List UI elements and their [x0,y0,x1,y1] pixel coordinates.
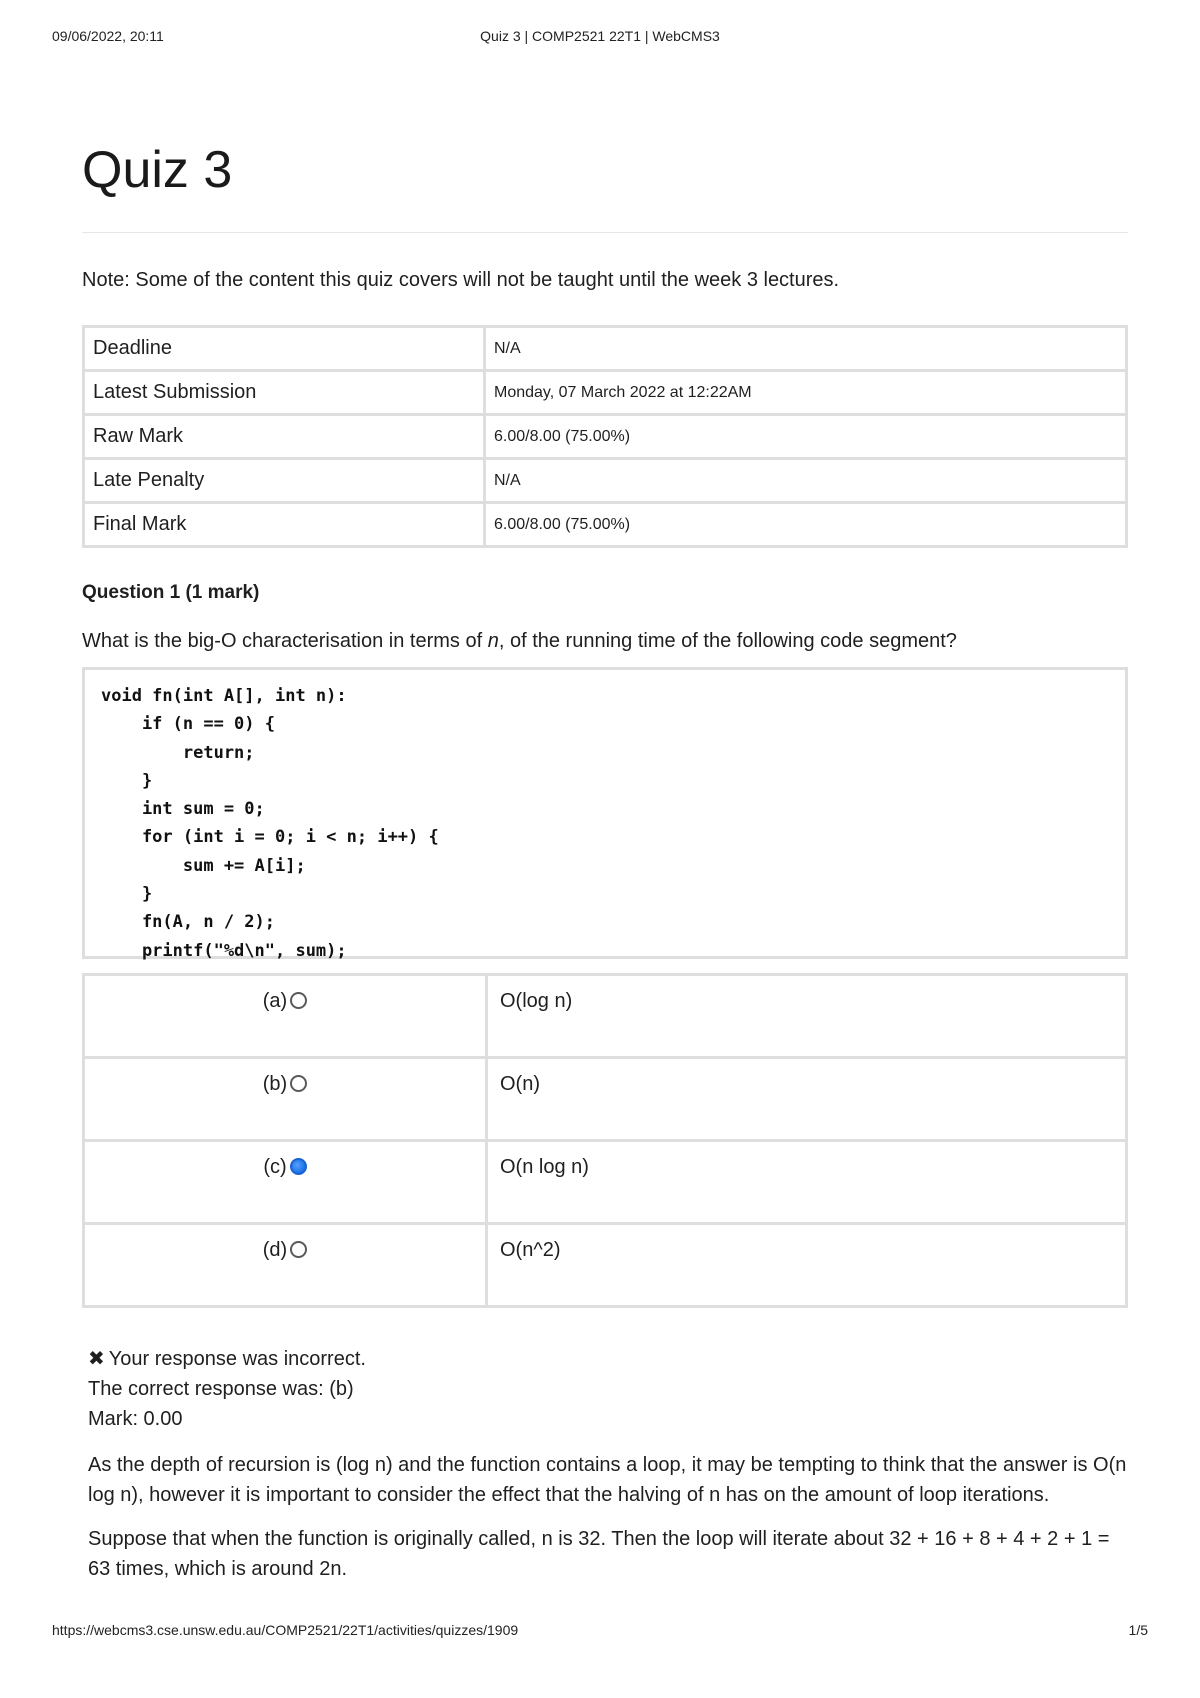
option-row-a[interactable] [84,975,1127,1058]
main-content [82,140,1128,1598]
explanation-paragraph: Suppose that when the function is originally called, n is 32. Then the loop will iterate about 32 + 16 + 8 + 4 + 2 + 1 = 63 times, which is around 2n. [88,1528,1110,1580]
code-segment: void fn(int A[], int n): if (n == 0) { return; } int sum = 0; for (int i = 0; i < n; i++) { sum += A[i]; } fn(A, n / 2); printf("%d\n", sum); [101,686,439,961]
info-row-raw-mark [84,415,1127,459]
feedback-result: Your response was incorrect. [108,1348,366,1370]
page-number: 1/5 [1128,1622,1148,1638]
radio-button[interactable] [290,1075,307,1092]
submission-info-table [82,325,1128,548]
info-row-deadline [84,327,1127,371]
option-text: O(log n) [487,975,1127,1058]
answer-options [82,973,1128,1308]
option-choice[interactable] [84,975,487,1058]
feedback-result-row [88,1344,1128,1374]
print-page-title: Quiz 3 | COMP2521 22T1 | WebCMS3 [480,28,720,44]
info-label: Final Mark [84,503,485,547]
question-text-after: , of the running time of the following code segment? [498,630,957,652]
feedback-correct: The correct response was: (b) [88,1378,354,1400]
radio-button-selected[interactable] [290,1158,307,1175]
option-row-d[interactable] [84,1224,1127,1307]
option-choice[interactable] [84,1141,487,1224]
option-label: (b) [262,1073,288,1095]
explanation-paragraph: As the depth of recursion is (log n) and the function contains a loop, it may be tempting to think that the answer is O(n log n), however it is important to consider the effect that the halving of n has on the amount of loop iterations. [88,1454,1127,1506]
question-heading: Question 1 (1 mark) [82,582,260,603]
info-label: Late Penalty [84,459,485,503]
option-row-b[interactable] [84,1058,1127,1141]
code-block [82,667,1128,959]
info-row-final-mark [84,503,1127,547]
radio-button[interactable] [290,992,307,1009]
question-text [82,630,1128,653]
info-label: Latest Submission [84,371,485,415]
option-text: O(n log n) [487,1141,1127,1224]
info-value: 6.00/8.00 (75.00%) [485,415,1127,459]
page-title: Quiz 3 [82,141,233,199]
option-choice[interactable] [84,1058,487,1141]
question-variable: n [487,630,499,652]
option-row-c[interactable] [84,1141,1127,1224]
option-label: (d) [262,1239,288,1261]
option-text: O(n^2) [487,1224,1127,1307]
option-label: (c) [263,1156,287,1178]
info-value: N/A [485,327,1127,371]
info-row-latest-submission [84,371,1127,415]
question-text-before: What is the big-O characterisation in terms of [82,630,488,652]
print-url: https://webcms3.cse.unsw.edu.au/COMP2521/22T1/activities/quizzes/1909 [52,1622,519,1638]
print-footer [52,1622,1148,1642]
print-header [52,28,1148,48]
quiz-note: Note: Some of the content this quiz covers will not be taught until the week 3 lectures. [82,269,840,291]
close-icon: ✖ [88,1348,105,1370]
title-divider [82,232,1128,233]
radio-button[interactable] [290,1241,307,1258]
info-label: Raw Mark [84,415,485,459]
info-value: 6.00/8.00 (75.00%) [485,503,1127,547]
option-label: (a) [262,990,288,1012]
answer-feedback [82,1344,1128,1434]
info-row-late-penalty [84,459,1127,503]
option-text: O(n) [487,1058,1127,1141]
option-choice[interactable] [84,1224,487,1307]
info-value: N/A [485,459,1127,503]
info-value: Monday, 07 March 2022 at 12:22AM [485,371,1127,415]
print-datetime: 09/06/2022, 20:11 [52,28,164,44]
answer-explanation [82,1450,1128,1584]
info-label: Deadline [84,327,485,371]
feedback-mark: Mark: 0.00 [88,1408,183,1430]
